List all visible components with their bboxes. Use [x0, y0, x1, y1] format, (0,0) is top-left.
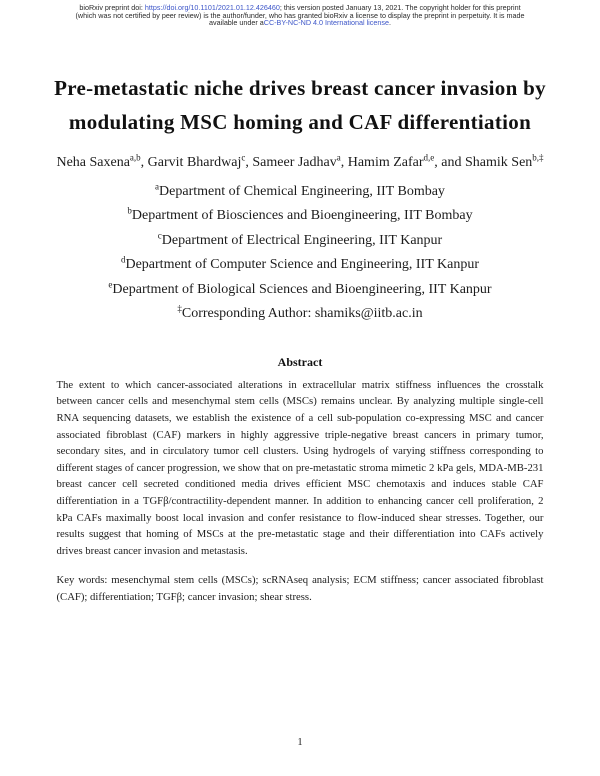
author	[147, 152, 253, 170]
corresponding-author-line	[0, 302, 600, 327]
author-separator: ,	[245, 154, 253, 170]
author-separator: ,	[140, 154, 148, 170]
affiliation-marker: ‡	[177, 303, 182, 314]
author-name: Hamim Zafar	[347, 154, 424, 170]
author-list	[0, 153, 600, 173]
author-name: Shamik Sen	[465, 154, 533, 170]
affiliation-text: Department of Biosciences and Bioengineering, IIT Bombay	[131, 208, 473, 224]
affiliation-text: Department of Chemical Engineering, IIT Bombay	[159, 183, 445, 199]
banner-license-prefix: available under a	[209, 18, 264, 28]
banner-text-prefix: bioRxiv preprint doi:	[79, 3, 145, 12]
page-number: 1	[297, 737, 303, 748]
keywords-text: mesenchymal stem cells (MSCs); scRNAseq analysis; ECM stiffness; cancer associated fibroblast (CAF); differentiation; TGFβ; cancer invasion; shear stress.	[56, 574, 544, 603]
author-affil-marker: c	[241, 152, 246, 163]
author-affil-marker: d,e	[423, 152, 435, 163]
affiliations	[0, 180, 600, 327]
affiliation-line	[0, 180, 600, 205]
author	[347, 152, 465, 170]
author	[252, 152, 348, 170]
biorxiv-banner	[0, 0, 600, 27]
keywords-label: Key words:	[56, 574, 108, 587]
doi-link[interactable]: https://doi.org/10.1101/2021.01.12.426460	[144, 3, 280, 12]
affiliation-marker: c	[157, 230, 162, 241]
abstract-text: The extent to which cancer-associated alterations in extracellular matrix stiffness influences the crosstalk between cancer cells and mesenchymal stem cells (MSCs) remains unclear. By analyzing multiple single-cell RNA sequencing datasets, we establish the existence of a cell sub-population co-expressing MSC and cancer associated fibroblast (CAF) markers in highly aggressive triple-negative breast cancers in primary tumor, secondary sites, and in circulatory tumor cell clusters. Using hydrogels of varying stiffness corresponding to different stages of cancer progression, we show that on pre-metastatic stroma mimetic 2 kPa gels, MDA-MB-231 breast cancer cell secreted conditioned media drives efficient MSC chemotaxis and induces stable CAF differentiation in a TGFβ/contractility-dependent manner. In addition to enhancing cancer cell proliferation, 2 kPa CAFs maximally boost local invasion and confer resistance to flow-induced shear stresses. Together, our results suggest that homing of MSCs at the pre-metastatic stage and their differentiation into CAFs actively drives breast cancer invasion and metastasis.	[56, 378, 544, 557]
author-name: Garvit Bhardwaj	[147, 154, 242, 170]
banner-line-3	[0, 19, 600, 27]
affiliation-text: Department of Biological Sciences and Bioengineering, IIT Kanpur	[112, 281, 492, 297]
author-name: Sameer Jadhav	[252, 154, 337, 170]
author	[56, 152, 148, 170]
affiliation-marker: a	[155, 181, 160, 192]
author-affil-marker: b,‡	[532, 152, 544, 163]
abstract-heading: Abstract	[277, 354, 323, 369]
license-link[interactable]: CC-BY-NC-ND 4.0 International license	[263, 18, 389, 28]
affiliation-marker: d	[120, 254, 126, 265]
affiliation-line	[0, 229, 600, 254]
affiliation-line	[0, 204, 600, 229]
author-name: Neha Saxena	[56, 154, 130, 170]
affiliation-line	[0, 278, 600, 303]
paper-title	[20, 71, 580, 139]
author-affil-marker: a	[336, 152, 341, 163]
affiliation-line	[0, 253, 600, 278]
affiliation-text: Department of Electrical Engineering, IIT Kanpur	[161, 232, 443, 248]
affiliation-text: Department of Computer Science and Engineering, IIT Kanpur	[125, 257, 479, 273]
banner-text-suffix: ; this version posted January 13, 2021. The copyright holder for this preprint	[279, 3, 521, 12]
banner-license-suffix: .	[388, 18, 391, 28]
paper-title-line-2: modulating MSC homing and CAF differentiation	[68, 109, 532, 134]
affiliation-marker: e	[108, 279, 113, 290]
affiliation-marker: b	[127, 205, 132, 216]
author	[465, 152, 544, 170]
corresponding-author-text: Corresponding Author: shamiks@iitb.ac.in	[181, 306, 423, 322]
banner-line-2: (which was not certified by peer review) is the author/funder, who has granted bioRxiv a license to display the preprint in perpetuity. It is made	[75, 10, 525, 20]
author-affil-marker: a,b	[129, 152, 141, 163]
author-separator: , and	[434, 154, 465, 170]
author-separator: ,	[340, 154, 348, 170]
keywords	[57, 572, 544, 605]
paper-title-line-1: Pre-metastatic niche drives breast cancer invasion by	[54, 75, 546, 100]
